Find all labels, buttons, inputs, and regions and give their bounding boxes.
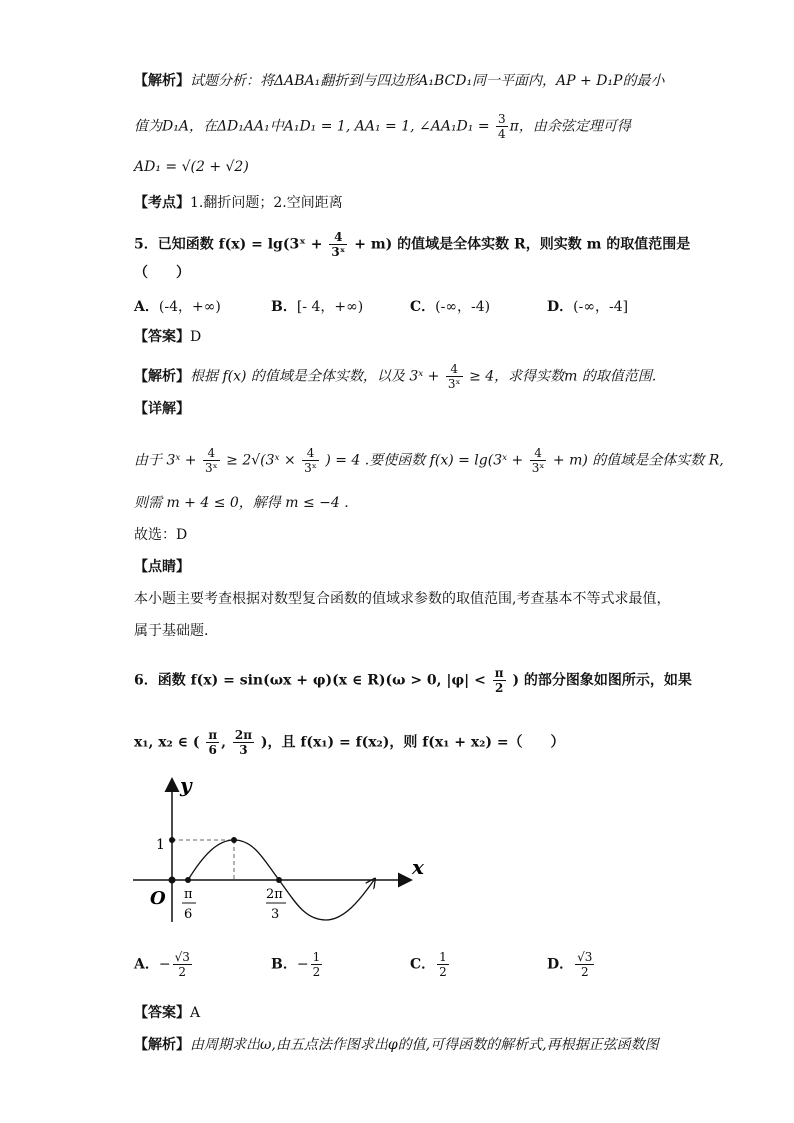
origin-label: O [150,888,166,909]
q5-comment-line1: 本小题主要考查根据对数型复合函数的值域求参数的取值范围,考查基本不等式求最值， [134,591,671,607]
q6-option-c: C． $\frac{1}{2}$ [410,950,447,979]
fraction: $\frac{\pi}{2}$ [494,666,504,695]
x-tick1-num: π [184,887,193,902]
kaodian-tag: 【 考点 】 [134,195,190,211]
fraction: $\frac{3}{4}$ [498,112,506,141]
x-axis-label: x [412,855,424,879]
fraction: $\frac{4}{\text{3ˣ}}$ [331,230,346,259]
q5-comment-line2: 属于基础题. [134,623,209,639]
y-axis-label: y [180,773,192,797]
q6-option-b: B．− $\frac{1}{2}$ [271,950,321,979]
q5-option-c: C．(-∞，-4) [410,299,491,315]
p4-kaodian: 【 考点 】 1.翻折问题；2.空间距离 [134,194,343,212]
q5-select: 故选：D [134,527,188,543]
x-tick2-num: 2π [266,887,283,902]
q5-option-d: D．(-∞，-4] [547,299,629,315]
fraction: $\frac{4}{\text{3ˣ}}$ [447,362,461,391]
p4-analysis-line2: 值为D₁A，在ΔD₁AA₁中A₁D₁ = 1, AA₁ = 1, ∠AA₁D₁ = $\frac{3}{4}$ π，由余弦定理可得 [134,112,631,141]
q6-option-d: D． $\frac{√3}{2}$ [547,950,593,979]
answer-tag: 【 答案 】 [134,329,190,345]
q6-option-a: A．− $\frac{√3}{2}$ [134,950,190,979]
analysis-tag: 【 解析 】 [134,1037,190,1053]
p4-analysis-line3: AD₁ = √(2 + √2) [134,159,249,175]
answer-tag: 【 答案 】 [134,1005,190,1021]
fraction: $\frac{2\pi}{3}$ [234,728,253,757]
sine-graph [128,772,428,932]
detail-tag: 【 详解 】 [134,401,190,417]
q6-stem-line1: 6．函数 f(x) = sin(ωx + φ)(x ∈ R)(ω > 0, |φ| < $\frac{\pi}{2}$ ) 的部分图象如图所示，如果 [134,666,692,695]
q5-detail-line2: 则需 m + 4 ≤ 0，解得 m ≤ −4 . [134,495,349,511]
q6-stem-line2: x₁, x₂ ∈ ( $\frac{\pi}{6}$ , $\frac{2\pi}{3}$ )，且 f(x₁) = f(x₂)，则 f(x₁ + x₂) =（ ） [134,728,565,757]
p4-analysis-line1: 【 解析 】 试题分析：将ΔABA₁翻折到与四边形A₁BCD₁同一平面内，AP + D₁P的最小 [134,72,664,90]
analysis-tag: 【 解析 】 [134,369,190,385]
comment-tag: 【 点睛 】 [134,559,190,575]
fraction: $\frac{4}{\text{3ˣ}}$ [531,446,545,475]
fraction: $\frac{4}{\text{3ˣ}}$ [304,446,317,475]
q5-option-a: A．(-4，+∞) [134,299,221,315]
x-tick1-den: 6 [184,907,193,922]
q6-analysis: 【 解析 】 由周期求出ω,由五点法作图求出φ的值,可得函数的解析式,再根据正弦函数图 [134,1036,659,1054]
q5-detail-tag [134,400,190,418]
q5-analysis: 【 解析 】 根据 f(x) 的值域是全体实数，以及 3ˣ + $\frac{4}{\text{3ˣ}}$ ≥ 4，求得实数m 的取值范围. [134,362,656,391]
q5-paren: （ ） [134,265,190,281]
y-tick-1: 1 [156,837,165,853]
q5-stem: 5．已知函数 f(x) = lg(3ˣ + $\frac{4}{\text{3ˣ}}$ + m) 的值域是全体实数 R，则实数 m 的取值范围是 [134,230,691,259]
fraction: $\frac{4}{\text{3ˣ}}$ [204,446,218,475]
q5-comment-tag [134,558,190,576]
q5-option-b: B．[- 4，+∞) [271,299,364,315]
q5-detail-line1: 由于 3ˣ + $\frac{4}{\text{3ˣ}}$ ≥ 2√(3ˣ × $\frac{4}{\text{3ˣ}}$ ) = 4 .要使函数 f(x) = lg(3ˣ + $\frac{4}{\text{3ˣ}}$ + m) 的值域是全体实数 R, [134,446,724,475]
fraction: $\frac{\pi}{6}$ [208,728,218,757]
q5-answer: 【 答案 】 D [134,328,201,346]
analysis-tag: 【 解析 】 [134,73,190,89]
q6-answer: 【 答案 】 A [134,1004,200,1022]
x-tick2-den: 3 [271,907,280,922]
